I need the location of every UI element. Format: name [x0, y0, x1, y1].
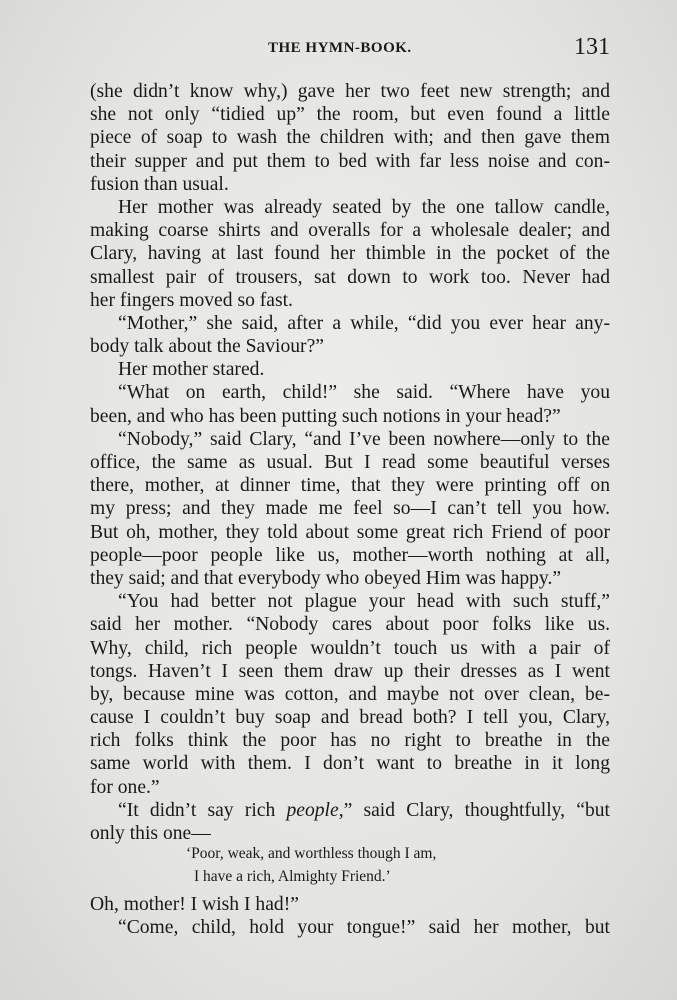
- text-line: Oh, mother! I wish I had!”: [90, 894, 299, 915]
- text-line: “Come, child, hold your tongue!” said her mother, but: [118, 917, 610, 939]
- hymn-quote: [186, 842, 436, 888]
- text-line: piece of soap to wash the children with; and then gave them: [90, 127, 610, 149]
- text-line: office, the same as usual. But I read some beautiful verses: [90, 452, 610, 473]
- quote-line: ‘Poor, weak, and worthless though I am,: [186, 845, 437, 862]
- text-line: “You had better not plague your head with such stuff,”: [118, 591, 610, 613]
- text-line: fusion than usual.: [90, 173, 229, 195]
- text-line: Her mother stared.: [118, 359, 265, 381]
- body-text: [90, 80, 610, 845]
- text-line: their supper and put them to bed with far less noise and con-: [90, 150, 610, 172]
- text-line: there, mother, at dinner time, that they were printing off on: [90, 475, 610, 497]
- text-line: “Nobody,” said Clary, “and I’ve been nowhere—only to the: [118, 428, 610, 450]
- text-line: Her mother was already seated by the one tallow candle,: [118, 196, 610, 218]
- running-title: THE HYMN-BOOK.: [268, 40, 412, 56]
- text-line: only this one—: [90, 823, 211, 844]
- text-line: making coarse shirts and overalls for a wholesale dealer; and: [90, 220, 610, 242]
- text-line: she not only “tidied up” the room, but even found a little: [90, 104, 610, 126]
- text-line: people—poor people like us, mother—worth nothing at all,: [90, 544, 610, 566]
- quote-line: I have a rich, Almighty Friend.’: [194, 868, 391, 885]
- text-line: “Mother,” she said, after a while, “did you ever hear any-: [118, 312, 610, 334]
- page-header: [90, 34, 610, 64]
- text-line: Why, child, rich people wouldn’t touch us with a pair of: [90, 637, 610, 659]
- text-line: smallest pair of trousers, sat down to work too. Never had: [90, 266, 610, 288]
- text-line: But oh, mother, they told about some great rich Friend of poor: [90, 521, 610, 543]
- text-line: been, and who has been putting such notions in your head?”: [90, 405, 561, 427]
- text-line: body talk about the Saviour?”: [90, 336, 324, 358]
- text-line: “It didn’t say rich people,” said Clary, thoughtfully, “but: [118, 799, 610, 821]
- text-line: Clary, having at last found her thimble in the pocket of the: [90, 243, 610, 265]
- text-line: same world with them. I don’t want to breathe in it long: [90, 753, 610, 775]
- text-line: tongs. Haven’t I seen them draw up their dresses as I went: [90, 660, 610, 682]
- emphasized-word: people: [286, 799, 339, 821]
- closing-text: [90, 893, 610, 939]
- text-line: by, because mine was cotton, and maybe not over clean, be-: [90, 683, 610, 705]
- text-line: “What on earth, child!” she said. “Where have you: [118, 382, 610, 404]
- text-line: for one.”: [90, 776, 160, 798]
- text-line: (she didn’t know why,) gave her two feet new strength; and: [90, 81, 610, 102]
- text-line: they said; and that everybody who obeyed Him was happy.”: [90, 567, 562, 589]
- text-line: rich folks think the poor has no right to breathe in the: [90, 730, 610, 752]
- text-line: cause I couldn’t buy soap and bread both? I tell you, Clary,: [90, 707, 610, 729]
- page-number: 131: [574, 34, 610, 60]
- text-line: said her mother. “Nobody cares about poor folks like us.: [90, 614, 610, 636]
- text-line: my press; and they made me feel so—I can’t tell you how.: [90, 498, 610, 520]
- text-line: her fingers moved so fast.: [90, 289, 293, 311]
